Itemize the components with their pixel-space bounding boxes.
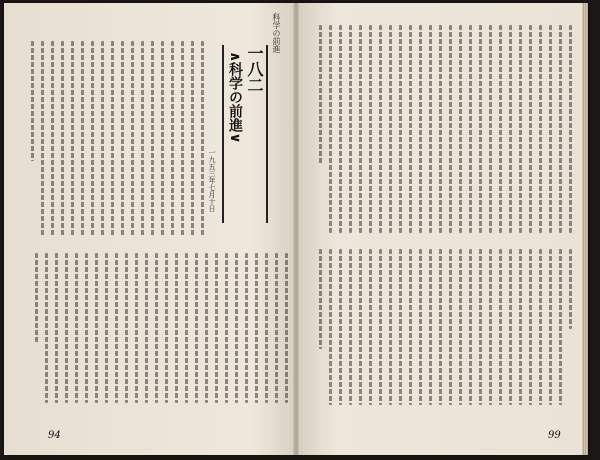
gutter <box>293 3 299 455</box>
body-text-upper <box>310 25 572 233</box>
body-text-lower <box>310 249 572 405</box>
page-number-left: 94 <box>48 430 61 441</box>
body-text-upper <box>18 41 204 237</box>
chapter-date: 一九五三年七月十日 <box>208 149 216 212</box>
running-head: 科学の前進 <box>272 13 281 53</box>
book-spread <box>4 3 588 455</box>
chapter-title: ∧科学の前進∨ <box>227 51 243 144</box>
right-page <box>296 3 588 455</box>
body-text-lower <box>18 253 288 403</box>
chapter-number: 一八二 <box>245 45 264 93</box>
page-number-right: 99 <box>548 430 561 441</box>
chapter-heading <box>222 45 268 223</box>
page-edge <box>582 3 588 455</box>
left-page <box>4 3 296 455</box>
